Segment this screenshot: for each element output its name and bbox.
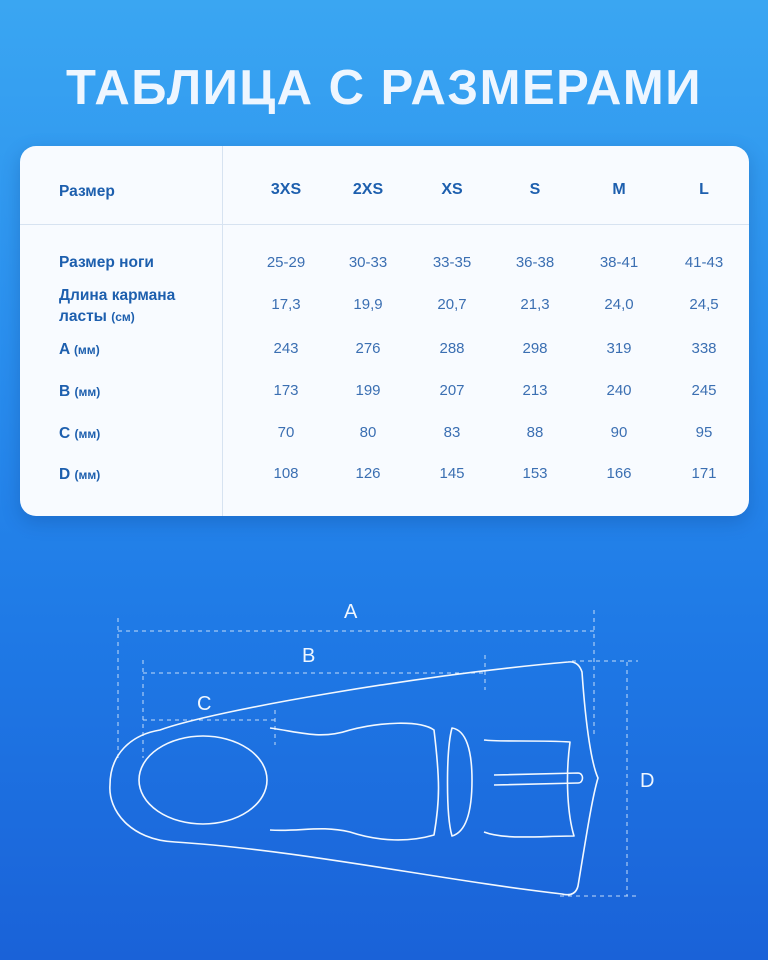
- table-cell: 36-38: [515, 254, 555, 271]
- size-header-s: S: [529, 181, 541, 198]
- row-label-pocket-length: Длина кармана ласты (см): [59, 287, 176, 325]
- size-header-l: L: [699, 181, 709, 198]
- table-cell: 288: [439, 340, 465, 357]
- table-cell: 24,0: [604, 296, 634, 313]
- table-cell: 126: [355, 465, 381, 482]
- table-cell: 80: [359, 424, 377, 441]
- table-cell: 338: [691, 340, 717, 357]
- table-cell: 199: [355, 382, 381, 399]
- table-cell: 319: [606, 340, 632, 357]
- fin-outline: [110, 662, 598, 895]
- fin-diagram: [0, 580, 768, 940]
- size-header-3xs: 3XS: [270, 181, 302, 198]
- header-divider: [20, 224, 749, 225]
- size-table: [20, 146, 749, 516]
- table-cell: 95: [695, 424, 713, 441]
- table-cell: 213: [522, 382, 548, 399]
- size-header-2xs: 2XS: [352, 181, 384, 198]
- table-cell: 24,5: [689, 296, 719, 313]
- row-label-c: C (мм): [59, 425, 101, 442]
- table-cell: 276: [355, 340, 381, 357]
- dimension-lines: [118, 610, 638, 896]
- dimension-label-d: D: [640, 770, 655, 792]
- table-cell: 19,9: [353, 296, 383, 313]
- table-cell: 21,3: [520, 296, 550, 313]
- table-cell: 25-29: [266, 254, 306, 271]
- column-divider: [222, 146, 223, 516]
- row-label-foot-size: Размер ноги: [59, 254, 154, 271]
- table-cell: 20,7: [437, 296, 467, 313]
- table-cell: 17,3: [271, 296, 301, 313]
- header-size-label: Размер: [59, 183, 115, 200]
- table-cell: 145: [439, 465, 465, 482]
- table-cell: 41-43: [684, 254, 724, 271]
- size-header-m: M: [612, 181, 626, 198]
- dimension-label-a: A: [344, 601, 358, 623]
- table-cell: 207: [439, 382, 465, 399]
- size-header-xs: XS: [441, 181, 463, 198]
- table-cell: 108: [273, 465, 299, 482]
- table-cell: 30-33: [348, 254, 388, 271]
- table-cell: 245: [691, 382, 717, 399]
- table-cell: 298: [522, 340, 548, 357]
- row-label-d: D (мм): [59, 466, 101, 483]
- table-cell: 166: [606, 465, 632, 482]
- table-cell: 240: [606, 382, 632, 399]
- table-cell: 173: [273, 382, 299, 399]
- row-label-b: B (мм): [59, 383, 101, 400]
- table-cell: 90: [610, 424, 628, 441]
- table-cell: 38-41: [599, 254, 639, 271]
- table-cell: 171: [691, 465, 717, 482]
- table-cell: 243: [273, 340, 299, 357]
- table-cell: 70: [277, 424, 295, 441]
- page-title: ТАБЛИЦА С РАЗМЕРАМИ: [66, 61, 702, 115]
- dimension-label-c: C: [197, 693, 212, 715]
- table-cell: 33-35: [432, 254, 472, 271]
- table-cell: 88: [526, 424, 544, 441]
- table-cell: 153: [522, 465, 548, 482]
- table-cell: 83: [443, 424, 461, 441]
- row-label-a: A (мм): [59, 341, 100, 358]
- dimension-label-b: B: [302, 645, 316, 667]
